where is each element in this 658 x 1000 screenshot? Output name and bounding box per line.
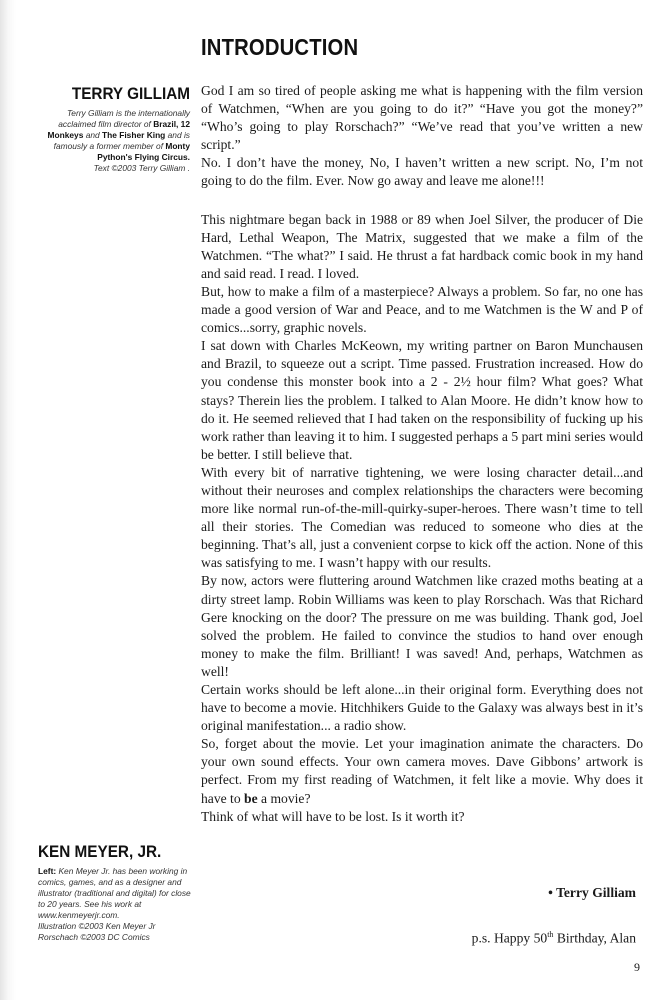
emphasis: be xyxy=(244,790,258,806)
illustrator-name: KEN MEYER, JR. xyxy=(38,842,162,861)
author-bio: Terry Gilliam is the internationally acclaimed film director of Brazil, 12 Monkeys and The Fisher King and is famously a former member of Monty Python's Flying Circus. xyxy=(47,108,190,162)
paragraph: No. I don’t have the money, No, I haven’t written a new script. No, I’m not going to do the film. Ever. Now go away and leave me alone!!! xyxy=(201,155,643,189)
page-title: INTRODUCTION xyxy=(201,34,359,60)
paragraph: Certain works should be left alone...in their original form. Everything does not have to become a movie. Hitchhikers Guide to the Galaxy was always best in it’s original manifestation... a radio show. xyxy=(201,682,643,734)
author-sidebar xyxy=(28,84,190,174)
paragraph: But, how to make a film of a masterpiece? Always a problem. So far, no one has made a good version of War and Peace, and to me Watchmen is the W and P of comics...sorry, graphic novels. xyxy=(201,283,643,336)
article-body xyxy=(201,82,643,826)
illustrator-sidebar xyxy=(38,842,198,943)
postscript: p.s. Happy 50th Birthday, Alan xyxy=(471,930,636,946)
page-number: 9 xyxy=(634,960,640,974)
paragraph: God I am so tired of people asking me what is happening with the film version of Watchmen, “When are you going to do it?” “Have you got the money?” “Who’s going to play Rorschach?” “We’ve read that you’ve written a new script.” xyxy=(201,83,643,153)
paragraph: This nightmare began back in 1988 or 89 when Joel Silver, the producer of Die Hard, Lethal Weapon, The Matrix, suggested that we make a film of the Watchmen. “The what?” I said. He thrust a fat hardback comic book in my hand and said read. I read. I loved. xyxy=(201,211,643,281)
illustrator-bio: Left: Ken Meyer Jr. has been working in comics, games, and as a designer and illustrator (traditional and digital) for close to 20 years. See his work at www.kenmeyerjr.com. xyxy=(38,866,191,920)
paragraph: Think of what will have to be lost. Is it worth it? xyxy=(201,808,465,824)
paragraph: By now, actors were fluttering around Watchmen like crazed moths beating at a dirty street lamp. Robin Williams was keen to play Rorschach. Was that Richard Gere knocking on the door? The pressure on me was building. Thank god, Joel solved the problem. He failed to convince the studios to hand over enough money to make the film. Brilliant! I was saved! And, perhaps, Watchmen as well! xyxy=(201,573,643,679)
rorschach-credit: Rorschach ©2003 DC Comics xyxy=(38,932,150,942)
signature: • Terry Gilliam xyxy=(548,885,636,900)
author-credit: Text ©2003 Terry Gilliam . xyxy=(93,163,190,173)
paragraph: I sat down with Charles McKeown, my writing partner on Baron Munchausen and Brazil, to squeeze out a script. Time passed. Frustration increased. How do you condense this monster book into a 2 - 2½ hour film? What goes? What stays? Therein lies the problem. I talked to Alan Moore. He didn’t know how to do it. He seemed relieved that I had taken on the responsibility of fucking up his work rather than leaving it to him. I suggested perhaps a 5 part mini series would be better. I still believe that. xyxy=(201,338,643,462)
paragraph-gap xyxy=(201,191,643,211)
paragraph: With every bit of narrative tightening, we were losing character detail...and without their neuroses and complex relationships the characters were becoming more like normal run-of-the-mill-quirky-super-heroes. There wasn’t time to tell all their stories. The Comedian was reduced to someone who dies at the beginning. That’s all, just a convenient corpse to kick off the action. None of this was satisfying to me. I wasn’t happy with our results. xyxy=(201,464,643,571)
paragraph: So, forget about the movie. Let your imagination animate the characters. Do your own sound effects. Your own camera moves. Dave Gibbons’ artwork is perfect. From my first reading of Watchmen, it felt like a movie. Why does it have to be a movie? xyxy=(201,736,643,806)
author-name: TERRY GILLIAM xyxy=(71,84,190,103)
illustration-credit: Illustration ©2003 Ken Meyer Jr xyxy=(38,921,156,931)
